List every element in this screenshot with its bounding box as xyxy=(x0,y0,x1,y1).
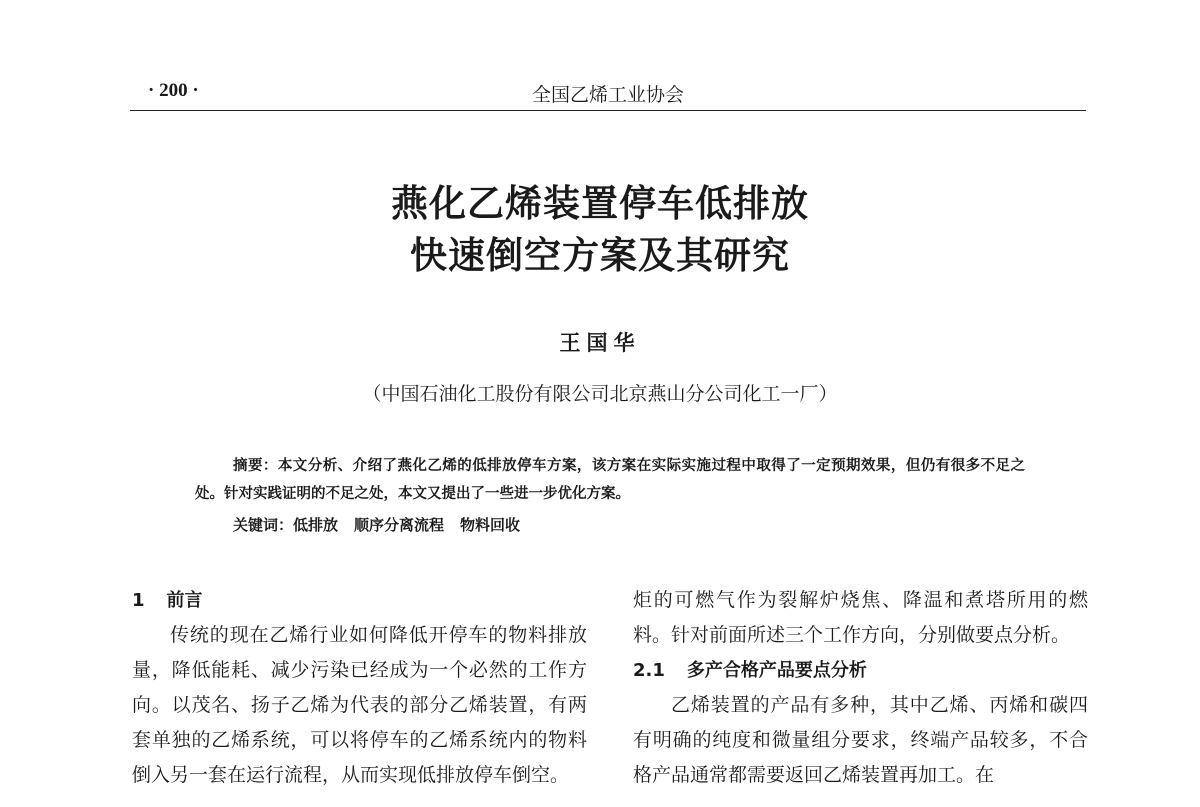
keyword-item: 低排放 xyxy=(293,516,339,534)
abstract-label: 摘要： xyxy=(233,457,278,474)
running-header xyxy=(130,78,1086,111)
keyword-item: 物料回收 xyxy=(460,516,521,534)
author-affiliation: （中国石油化工股份有限公司北京燕山分公司化工一厂） xyxy=(362,383,838,405)
page-number: · 200 · xyxy=(148,80,199,101)
section-number: 1 xyxy=(132,590,145,611)
subsection-title: 多产合格产品要点分析 xyxy=(686,660,867,681)
title-line-1: 燕化乙烯装置停车低排放 xyxy=(391,182,809,225)
abstract-text: 本文分析、介绍了燕化乙烯的低排放停车方案，该方案在实际实施过程中取得了一定预期效果，但仍有很多不足之处。针对实践证明的不足之处，本文又提出了一些进一步优化方案。 xyxy=(195,457,1025,502)
article-title xyxy=(0,178,1200,282)
keywords-label: 关键词： xyxy=(233,516,294,534)
section-title: 前言 xyxy=(166,590,203,611)
keywords xyxy=(233,514,536,535)
right-column xyxy=(633,583,1088,793)
title-line-2: 快速倒空方案及其研究 xyxy=(410,234,790,277)
subsection-heading xyxy=(633,653,1088,688)
author-name: 王国华 xyxy=(559,330,641,355)
journal-name: 全国乙烯工业协会 xyxy=(531,84,684,106)
subsection-number: 2.1 xyxy=(633,660,665,681)
section-heading-introduction xyxy=(132,583,587,618)
left-column xyxy=(132,583,587,793)
keyword-item: 顺序分离流程 xyxy=(354,516,445,534)
continued-paragraph: 炬的可燃气作为裂解炉烧焦、降温和煮塔所用的燃料。针对前面所述三个工作方向，分别做要点分析。 xyxy=(633,589,1088,646)
abstract xyxy=(195,452,1025,508)
subsection-paragraph: 乙烯装置的产品有多种，其中乙烯、丙烯和碳四有明确的纯度和微量组分要求，终端产品较多，不合格产品通常都需要返回乙烯装置再加工。在 xyxy=(633,694,1088,786)
introduction-paragraph: 传统的现在乙烯行业如何降低开停车的物料排放量，降低能耗、减少污染已经成为一个必然的工作方向。以茂名、扬子乙烯为代表的部分乙烯装置，有两套单独的乙烯系统，可以将停车的乙烯系统内的物料倒入另一套在运行流程，从而实现低排放停车倒空。 xyxy=(132,624,587,786)
